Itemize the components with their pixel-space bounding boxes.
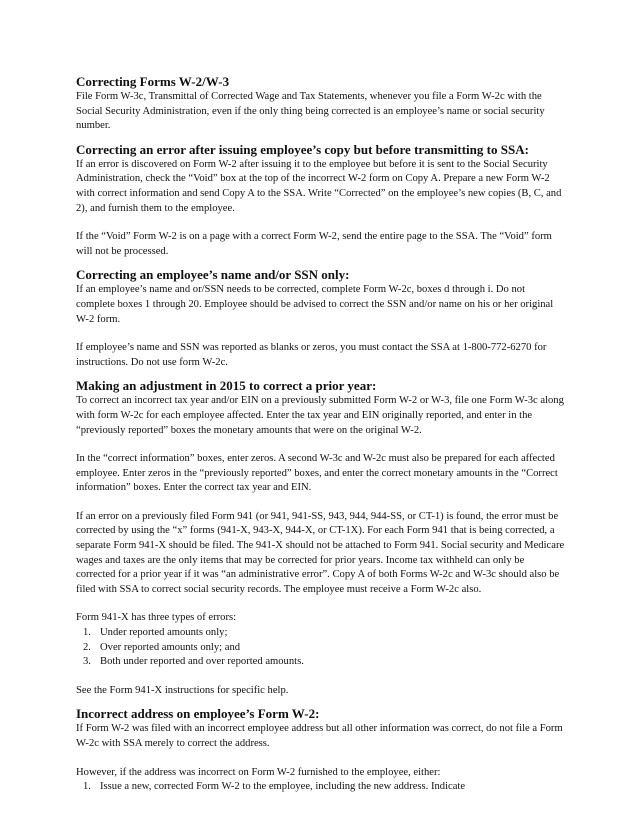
section-heading-incorrect-address: Incorrect address on employee’s Form W-2: (76, 706, 320, 722)
list-number: 2. (83, 641, 91, 653)
list-item (76, 655, 566, 670)
paragraph: See the Form 941-X instructions for specific help. (76, 684, 289, 696)
paragraph: If an error on a previously filed Form 941 (or 941, 941-SS, 943, 944, 944-SS, or CT-1) is found, the error must be corrected by using the “x” forms (941-X, 943-X, 944-X, or CT-1X). For each Form 941 that is being corrected, a separate Form 941-X should be filed. The 941-X should not be attached to Form 941. Social security and Medicare wages and taxes are the only items that may be corrected for prior years. Income tax withheld can only be corrected for a prior year if it was “an administrative error”. Copy A of both Forms W-2c and W-3c should also be filed with SSA to correct social security records. The employee must receive a Form W-2c also. (76, 510, 565, 595)
list-item (76, 626, 566, 641)
list-text: Both under reported and over reported amounts. (100, 656, 304, 668)
list-text: Issue a new, corrected Form W-2 to the employee, including the new address. Indicate (100, 781, 466, 793)
paragraph: If an error is discovered on Form W-2 after issuing it to the employee but before it is sent to the Social Security Administration, check the “Void” box at the top of the incorrect W-2 form on Copy A. Prepare a new Form W-2 with correct information and send Copy A to the SSA. Write “Corrected” on the employee’s new copies (B, C, and 2), and furnish them to the employee. (76, 158, 562, 214)
paragraph: File Form W-3c, Transmittal of Corrected Wage and Tax Statements, whenever you file a Form W-2c with the Social Security Administration, even if the only thing being corrected is an employee’s name or social security number. (76, 91, 545, 132)
document-page (76, 74, 566, 795)
list-item (76, 780, 566, 795)
list-number: 3. (83, 656, 91, 668)
list-item (76, 641, 566, 656)
section-heading-name-ssn: Correcting an employee’s name and/or SSN only: (76, 267, 350, 283)
section-heading-correcting-forms: Correcting Forms W-2/W-3 (76, 74, 230, 89)
paragraph: However, if the address was incorrect on Form W-2 furnished to the employee, either: (76, 766, 441, 778)
list-number: 1. (83, 781, 91, 793)
paragraph: To correct an incorrect tax year and/or EIN on a previously submitted Form W-2 or W-3, file one Form W-3c along with form W-2c for each employee affected. Enter the tax year and EIN originally reported, and enter in the “previously reported” boxes the monetary amounts that were on the original W-2. (76, 395, 564, 436)
list-text: Over reported amounts only; and (100, 641, 241, 653)
error-types-list (76, 626, 566, 670)
section-heading-prior-year: Making an adjustment in 2015 to correct a prior year: (76, 378, 377, 394)
paragraph: In the “correct information” boxes, enter zeros. A second W-3c and W-2c must also be prepared for each affected employee. Enter zeros in the “previously reported” boxes, and enter the correct monetary amounts in the “Correct information” boxes. Enter the correct tax year and EIN. (76, 453, 558, 494)
paragraph: If Form W-2 was filed with an incorrect employee address but all other information was correct, do not file a Form W-2c with SSA merely to correct the address. (76, 723, 563, 749)
paragraph: Form 941-X has three types of errors: (76, 612, 237, 624)
list-number: 1. (83, 627, 91, 639)
section-heading-error-before-ssa: Correcting an error after issuing employee’s copy but before transmitting to SSA: (76, 141, 529, 157)
list-text: Under reported amounts only; (100, 627, 228, 639)
paragraph: If the “Void” Form W-2 is on a page with a correct Form W-2, send the entire page to the SSA. The “Void” form will not be processed. (76, 231, 552, 257)
address-options-list (76, 780, 566, 795)
paragraph: If an employee’s name and or/SSN needs to be corrected, complete Form W-2c, boxes d through i. Do not complete boxes 1 through 20. Employee should be advised to correct the SSN and/or name on his or her original W-2 form. (76, 284, 554, 325)
paragraph: If employee’s name and SSN was reported as blanks or zeros, you must contact the SSA at 1-800-772-6270 for instructions. Do not use form W-2c. (76, 342, 547, 368)
